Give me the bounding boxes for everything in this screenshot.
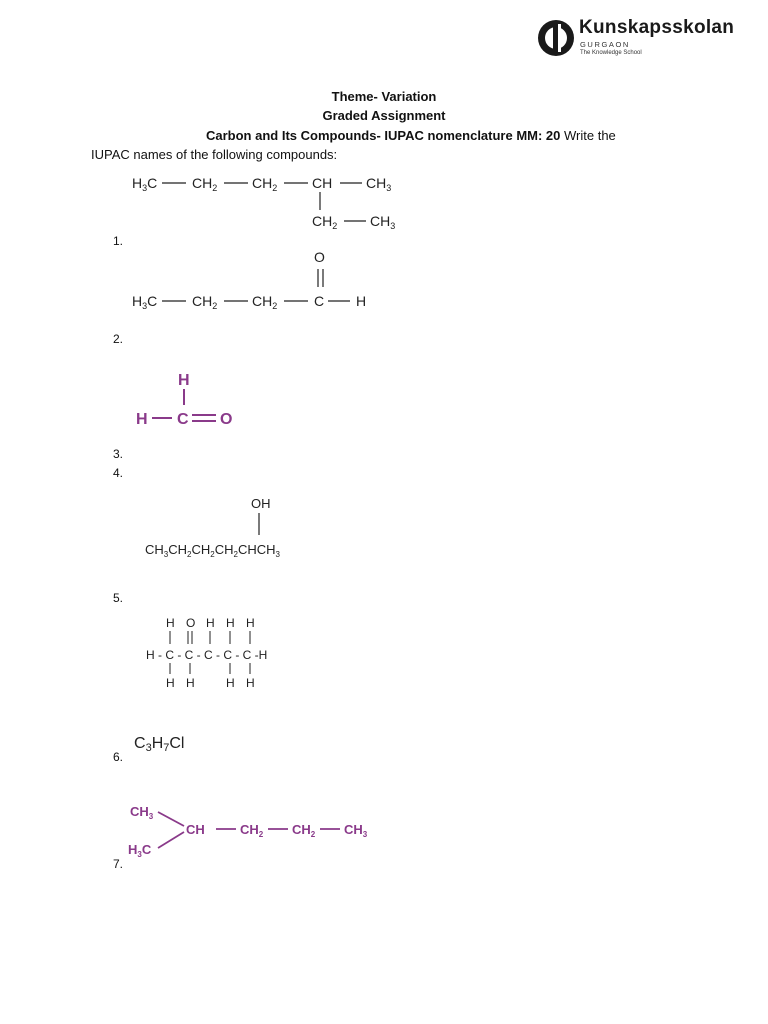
svg-text:H: H: [246, 616, 255, 630]
svg-text:CH2: $CH_2$: [312, 213, 338, 231]
svg-text:OH: OH: [251, 496, 271, 511]
svg-text:H: H: [356, 293, 367, 309]
svg-text:H3C: $H_3C$: [132, 175, 158, 193]
question-3-number: 3.: [113, 447, 124, 461]
topic-heading: [206, 128, 616, 143]
topic-heading-instruction: Write the: [560, 128, 616, 143]
logo-city: GURGAON: [580, 40, 630, 49]
svg-text:CH3: $CH_3$: [370, 213, 396, 231]
svg-text:H3C: $H_3C$: [128, 842, 152, 859]
svg-text:C: C: [177, 411, 189, 428]
topic-heading-bold: Carbon and Its Compounds- IUPAC nomenclature MM: 20: [206, 128, 561, 143]
svg-text:CH3CH2CH2CH2CHCH3: $CH_3CH_2CH_2CH_2CHCH_3$: [145, 542, 280, 559]
svg-text:CH2: $CH_2$: [252, 175, 278, 193]
school-logo: [536, 16, 756, 64]
question-4-number: 4.: [113, 466, 124, 480]
structure-3: [132, 366, 252, 436]
question-5-number: 5.: [113, 591, 124, 605]
svg-text:CH3: $CH_3$: [344, 822, 368, 839]
svg-text:H: H: [178, 372, 190, 389]
structure-6-expanded: [142, 614, 292, 690]
svg-text:C: C: [314, 293, 325, 309]
svg-text:CH2: $CH_2$: [192, 175, 218, 193]
intro-text: IUPAC names of the following compounds:: [91, 147, 338, 162]
svg-text:H: H: [206, 616, 215, 630]
svg-text:CH2: $CH_2$: [192, 293, 218, 311]
question-7-number: 7.: [113, 857, 124, 871]
question-6-number: 6.: [113, 750, 124, 764]
svg-text:CH2: $CH_2$: [252, 293, 278, 311]
svg-text:H: H: [226, 616, 235, 630]
svg-text:H - C - C - C - C - C -H: H - C - C - C - C - C -H: [146, 648, 268, 662]
question-2-number: 2.: [113, 332, 124, 346]
svg-text:CH2: $CH_2$: [292, 822, 316, 839]
logo-mark-icon: [536, 18, 576, 58]
svg-text:H3C: $H_3C$: [132, 293, 158, 311]
structure-2: [128, 248, 388, 318]
structure-5: [142, 494, 322, 564]
svg-text:H: H: [136, 411, 148, 428]
svg-text:C3H7Cl: C3H7Cl: [134, 735, 185, 754]
svg-text:H: H: [186, 676, 195, 690]
svg-text:O: O: [186, 616, 196, 630]
assignment-heading: Graded Assignment: [322, 108, 446, 123]
structure-1: [128, 168, 408, 238]
svg-text:CH: CH: [186, 822, 205, 837]
svg-text:H: H: [226, 676, 235, 690]
logo-name: Kunskapsskolan: [579, 17, 735, 38]
question-1-number: 1.: [113, 234, 124, 248]
svg-text:CH2: $CH_2$: [240, 822, 264, 839]
logo-tagline: The Knowledge School: [580, 50, 642, 56]
svg-text:H: H: [246, 676, 255, 690]
svg-text:CH3: $CH_3$: [366, 175, 392, 193]
svg-text:O: O: [220, 411, 233, 428]
svg-text:H: H: [166, 676, 175, 690]
svg-text:H: H: [166, 616, 175, 630]
theme-heading: Theme- Variation: [331, 89, 437, 104]
svg-text:CH: CH: [312, 175, 333, 191]
svg-text:O: O: [314, 249, 325, 265]
structure-6-formula: [132, 728, 202, 756]
structure-7: [126, 798, 386, 862]
svg-text:CH3: $CH_3$: [130, 804, 154, 821]
